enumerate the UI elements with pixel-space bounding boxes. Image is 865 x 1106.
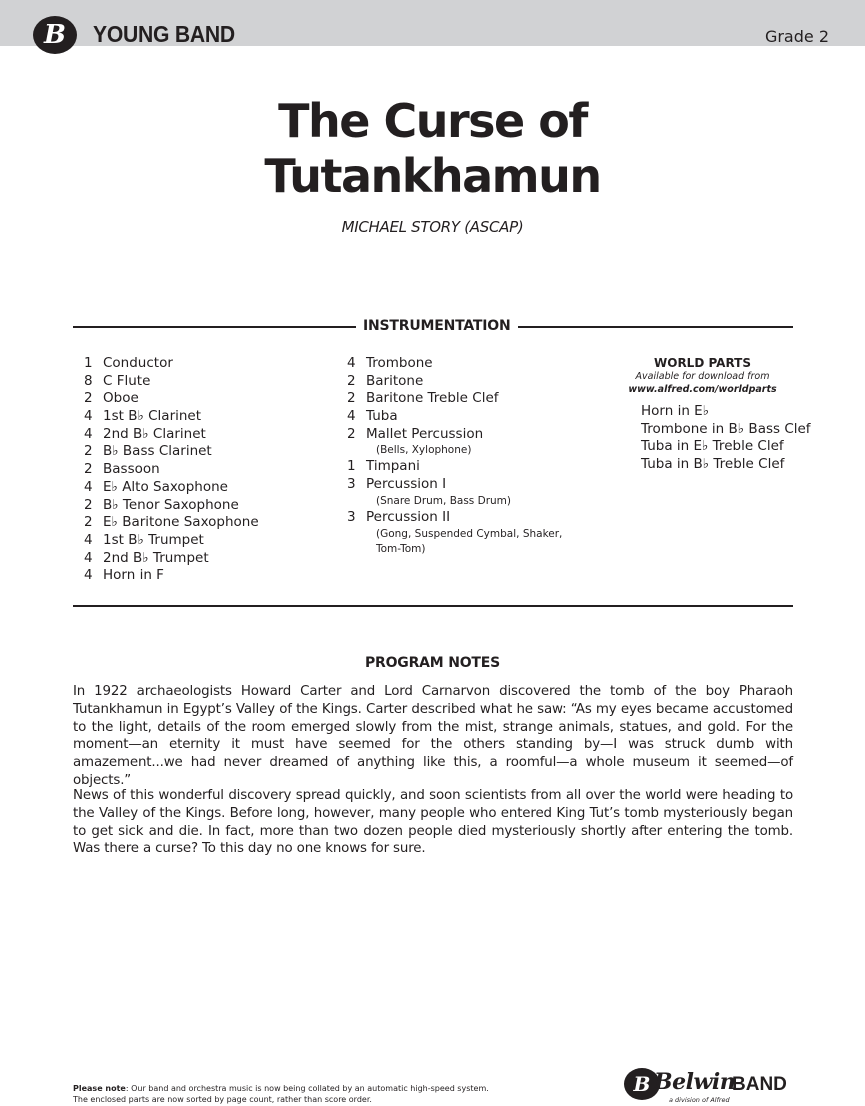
instrument-column-1: [84, 355, 259, 585]
instrument-name: Tuba: [366, 408, 398, 425]
instrument-name: B♭ Bass Clarinet: [103, 443, 212, 460]
instrument-row: [84, 373, 259, 391]
instrument-quantity: 2: [84, 443, 93, 460]
instrument-name: Percussion I: [366, 476, 447, 493]
instrument-name: Conductor: [103, 355, 173, 371]
instrument-quantity: 4: [347, 355, 356, 371]
instrument-name: Baritone Treble Clef: [366, 390, 499, 407]
instrument-quantity: 4: [84, 567, 93, 584]
instrument-quantity: 1: [84, 355, 93, 371]
instrument-row: [347, 390, 562, 408]
program-notes-paragraph-1: In 1922 archaeologists Howard Carter and Lord Carnarvon discovered the tomb of the boy Pharaoh Tutankhamun in Egypt’s Valley of the Kings. Carter described what he saw: “As my eyes became accustomed to the light, details of the room emerged slowly from the mist, strange animals, statues, and gold. For the moment—an eternity it must have seemed for the others standing by—I was struck dumb with amazement...we had never dreamed of anything like this, a roomful—a whole museum it seemed—of objects.”: [73, 684, 793, 788]
instrument-row: [347, 408, 562, 426]
belwin-badge-icon: B: [624, 1068, 660, 1100]
instrument-quantity: 2: [347, 390, 356, 407]
instrument-quantity: 2: [347, 372, 356, 389]
instrument-quantity: 2: [347, 425, 356, 442]
world-part-item: Trombone in B♭ Bass Clef: [641, 420, 811, 437]
instrument-quantity: 2: [84, 461, 93, 478]
footer-note-label: Please note: [73, 1084, 126, 1093]
instrument-row: [84, 408, 259, 426]
grade-label: Grade 2: [764, 27, 829, 46]
instrument-quantity: 2: [84, 496, 93, 513]
instrument-quantity: 2: [84, 514, 93, 531]
world-part-item: Tuba in B♭ Treble Clef: [641, 456, 785, 473]
instrument-quantity: 4: [84, 531, 93, 548]
series-name: YOUNG BAND: [93, 21, 235, 47]
instrument-row: [347, 509, 562, 527]
instrument-quantity: 4: [84, 478, 93, 495]
instrument-row: [84, 497, 259, 515]
instrument-name: E♭ Baritone Saxophone: [103, 514, 259, 531]
instrument-quantity: 4: [347, 408, 356, 425]
instrument-row: [84, 514, 259, 532]
instrument-quantity: 2: [84, 390, 93, 407]
instrument-name: Trombone: [366, 355, 433, 371]
instrument-row: [347, 355, 562, 373]
world-part-item: Horn in E♭: [641, 403, 710, 419]
world-part-item: Tuba in E♭ Treble Clef: [641, 438, 784, 455]
instrument-name: B♭ Tenor Saxophone: [103, 496, 239, 513]
instrument-quantity: 4: [84, 425, 93, 442]
world-parts-url[interactable]: www.alfred.com/worldparts: [628, 384, 777, 395]
world-parts-list: [641, 403, 811, 474]
instrument-row: [84, 426, 259, 444]
instrument-quantity: 3: [347, 476, 356, 493]
footer-note-line-1: : Our band and orchestra music is now being collated by an automatic high-speed system.: [125, 1084, 489, 1093]
instrument-row: [84, 443, 259, 461]
instrument-name: C Flute: [103, 372, 151, 389]
program-notes-heading: PROGRAM NOTES: [364, 655, 501, 671]
footer-note-line-2: The enclosed parts are now sorted by page count, rather than score order.: [73, 1095, 372, 1104]
program-notes-paragraph-2: News of this wonderful discovery spread quickly, and soon scientists from all over the world were heading to the Valley of the Kings. Before long, however, many people who entered King Tut’s tomb mysteriously began to get sick and die. In fact, more than two dozen people died mysteriously shortly after entering the tomb. Was there a curse? To this day no one knows for sure.: [73, 788, 793, 857]
belwin-script: Belwin: [654, 1069, 736, 1095]
instrument-name: 2nd B♭ Clarinet: [103, 425, 206, 442]
world-parts-note: Available for download from: [635, 371, 770, 382]
instrument-name: Timpani: [366, 458, 420, 475]
instrument-name: Horn in F: [103, 567, 164, 584]
instrument-row: [84, 355, 259, 373]
instrumentation-bottom-rule: [73, 605, 793, 607]
instrument-row: [84, 461, 259, 479]
instrument-detail: (Gong, Suspended Cymbal, Shaker,: [376, 527, 563, 540]
belwin-division: a division of Alfred: [669, 1096, 730, 1104]
instrument-detail: Tom-Tom): [376, 542, 426, 555]
instrument-row: [84, 390, 259, 408]
instrument-quantity: 3: [347, 508, 356, 525]
instrumentation-heading: INSTRUMENTATION: [356, 318, 518, 334]
composer: MICHAEL STORY (ASCAP): [341, 218, 524, 236]
instrument-name: Mallet Percussion: [366, 425, 484, 442]
title-line-1: The Curse of: [278, 94, 587, 148]
instrument-row: [347, 426, 562, 444]
instrument-row: [84, 532, 259, 550]
instrument-quantity: 8: [84, 372, 93, 389]
world-parts-title: WORLD PARTS: [654, 356, 751, 370]
belwin-band-text: BAND: [732, 1074, 787, 1095]
instrument-quantity: 1: [347, 458, 356, 475]
young-band-logo: B: [33, 16, 77, 54]
instrument-detail: (Bells, Xylophone): [376, 444, 472, 457]
instrument-name: Oboe: [103, 390, 139, 407]
instrument-row: [84, 479, 259, 497]
instrument-name: 2nd B♭ Trumpet: [103, 549, 209, 566]
footer-note: [73, 1083, 489, 1105]
instrument-row: [84, 567, 259, 585]
instrument-detail: (Snare Drum, Bass Drum): [376, 494, 511, 507]
belwin-band-logo: [624, 1066, 794, 1106]
instrument-name: Percussion II: [366, 508, 451, 525]
title-line-2: Tutankhamun: [264, 149, 601, 203]
instrument-name: 1st B♭ Trumpet: [103, 531, 204, 548]
instrument-column-2: [347, 355, 562, 557]
instrument-quantity: 4: [84, 408, 93, 425]
instrument-name: Bassoon: [103, 461, 160, 478]
instrument-row: [84, 550, 259, 568]
instrument-name: E♭ Alto Saxophone: [103, 478, 228, 495]
instrument-row: [347, 373, 562, 391]
instrument-name: Baritone: [366, 372, 424, 389]
instrument-row: [347, 458, 562, 476]
instrument-quantity: 4: [84, 549, 93, 566]
instrument-name: 1st B♭ Clarinet: [103, 408, 202, 425]
instrument-row: [347, 476, 562, 494]
